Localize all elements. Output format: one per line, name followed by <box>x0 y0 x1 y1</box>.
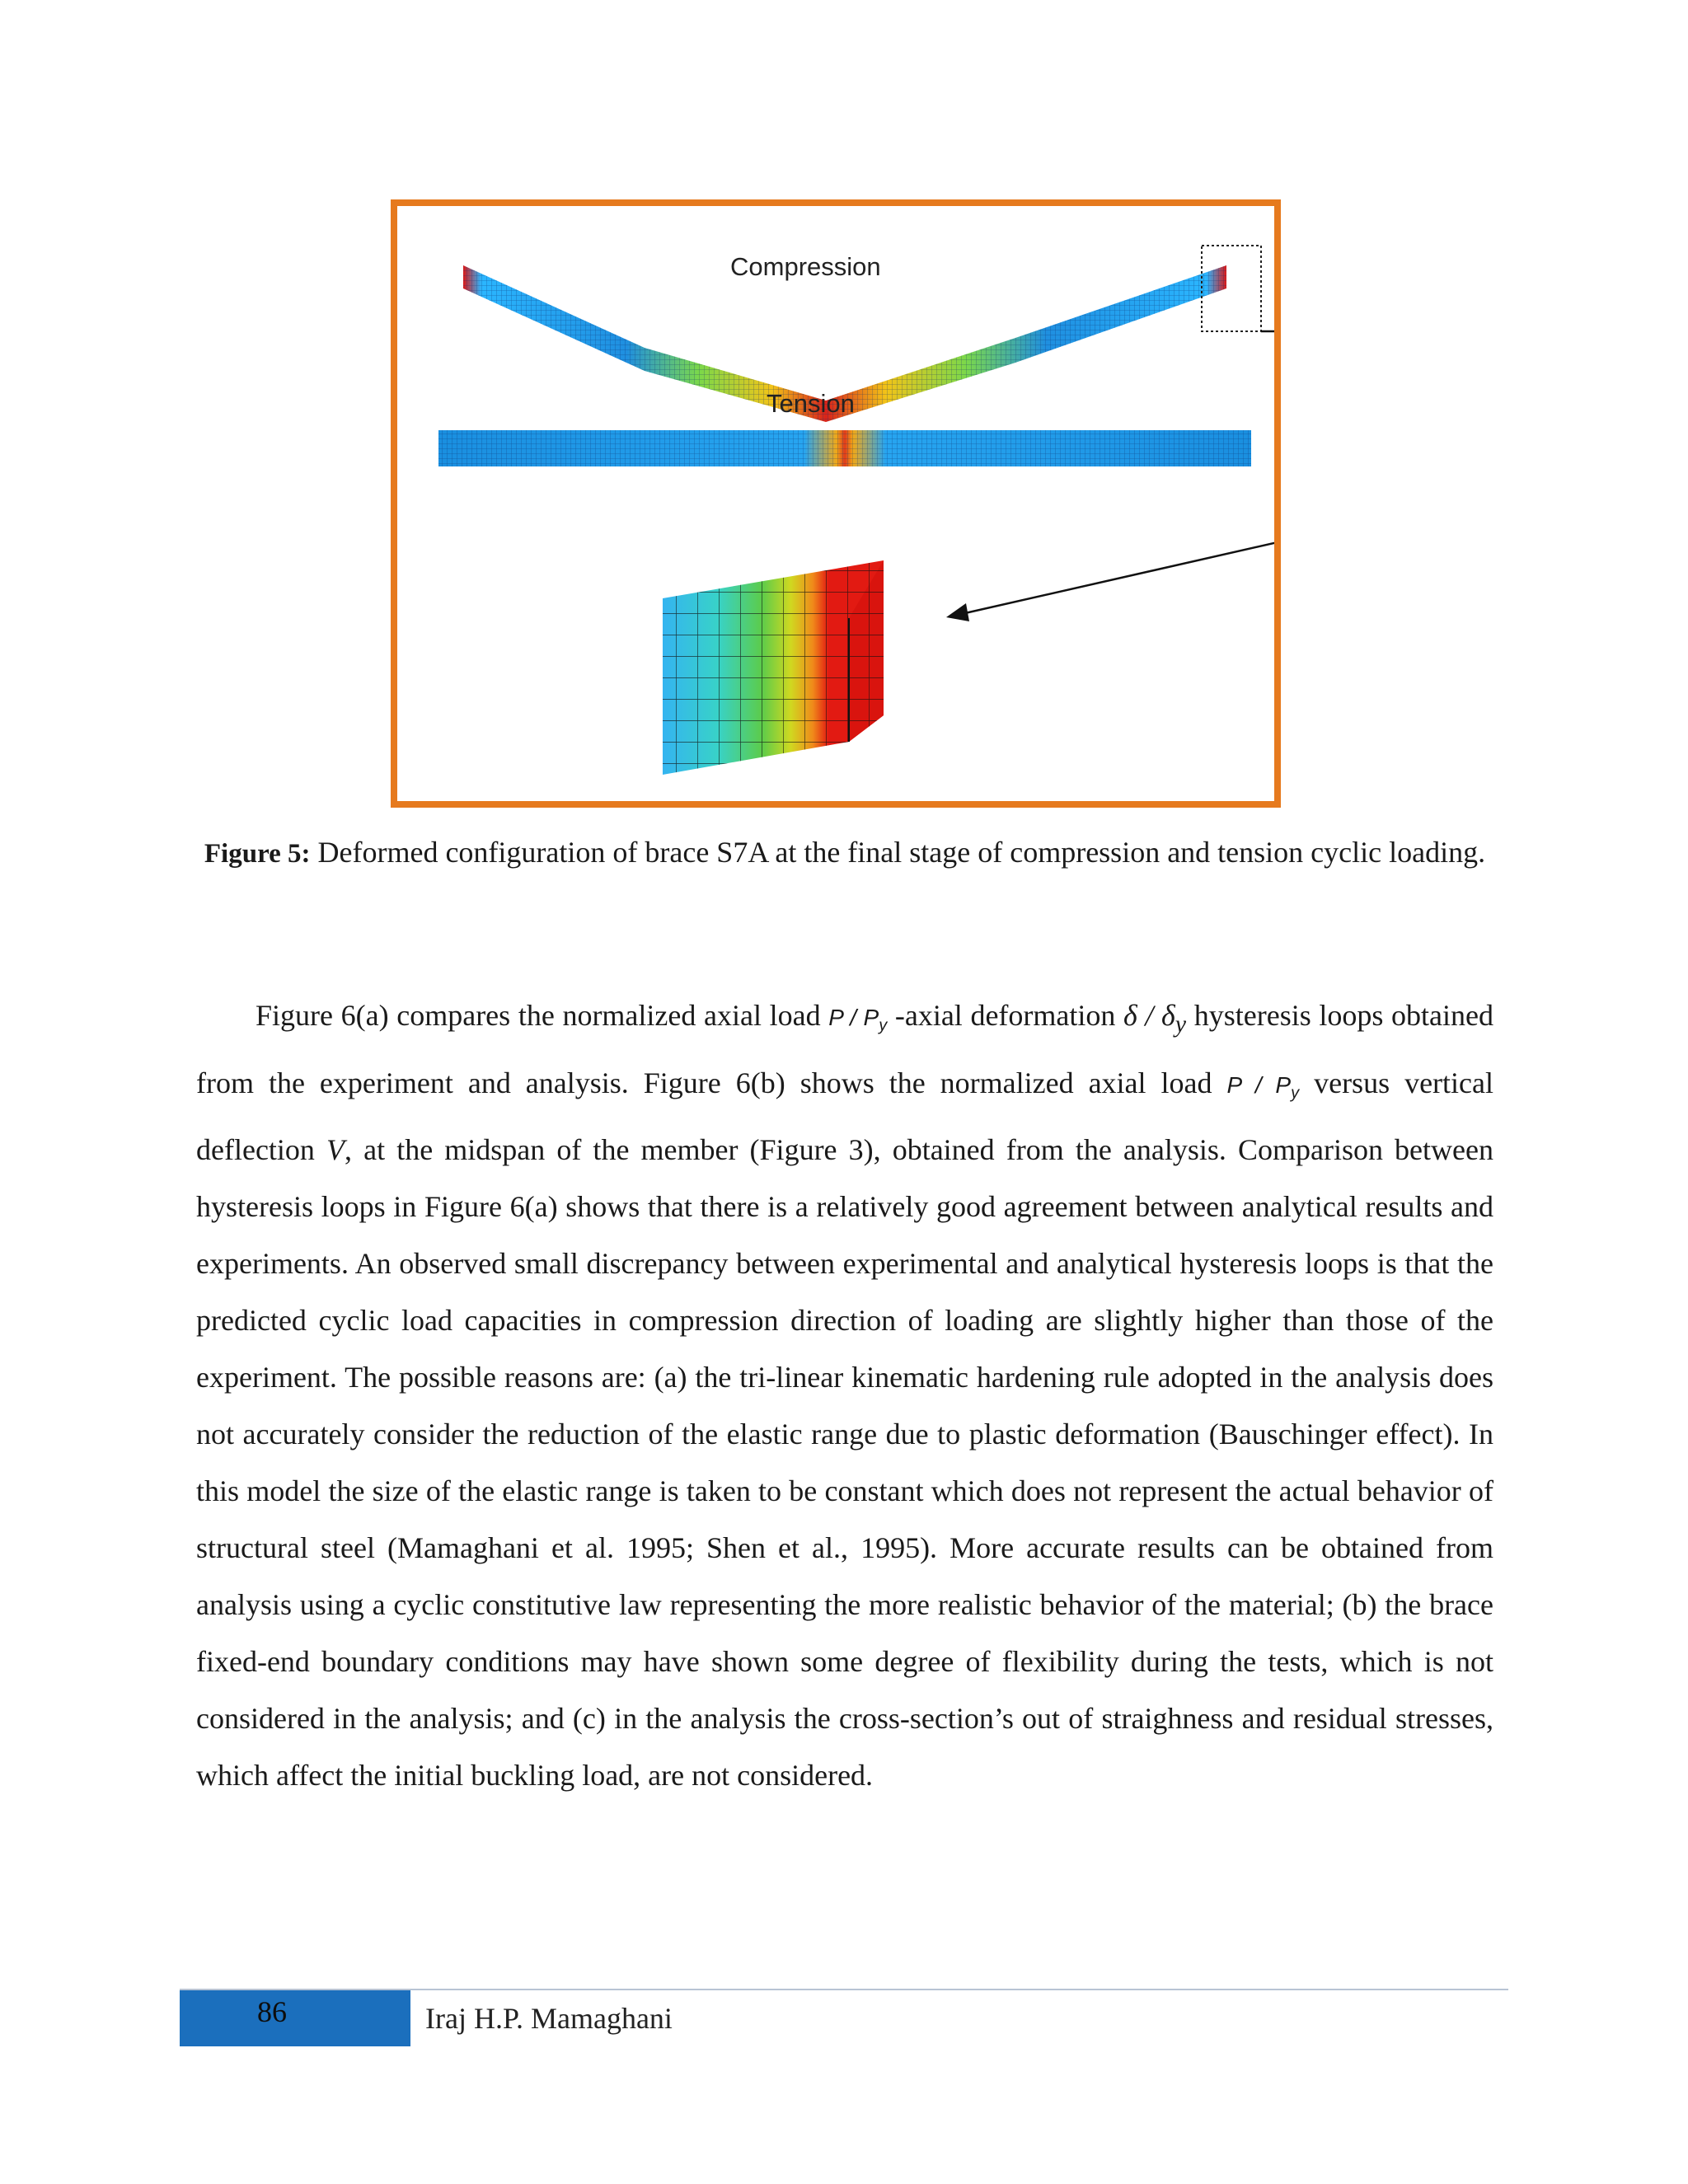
tension-label: Tension <box>767 389 855 418</box>
detail-leader-line <box>958 331 1274 615</box>
figure-5 <box>391 199 1281 808</box>
zoomed-end-detail <box>663 560 884 775</box>
fem-brace-figure <box>397 206 1274 801</box>
caption-lead: Figure 5: <box>204 839 311 869</box>
page-number: 86 <box>257 1995 287 2028</box>
para-text-5: , at the midspan of the member (Figure 3), obtained from the analysis. Comparison between hysteresis loops in Figure 6(a) shows that there is a relatively good agreement between analytical results and experiments. An observed small discrepancy between experimental and analytical hysteresis loops is that the predicted cyclic load capacities in compression direction of loading are slightly higher than those of the experiment. The possible reasons are: (a) the tri-linear kinematic hardening rule adopted in the analysis does not accurately consider the reduction of the elastic range due to plastic deformation (Bauschinger effect). In this model the size of the elastic range is taken to be constant which does not represent the actual behavior of structural steel (Mamaghani et al. 1995; Shen et al., 1995). More accurate results can be obtained from analysis using a cyclic constitutive law representing the more realistic behavior of the material; (b) the brace fixed-end boundary conditions may have shown some degree of flexibility during the tests, which is not considered in the analysis; and (c) in the analysis the cross-section’s out of straighness and residual stresses, which affect the initial buckling load, are not considered. <box>196 1133 1493 1793</box>
para-text-2: -axial deformation <box>887 999 1124 1032</box>
para-text-1: Figure 6(a) compares the normalized axial load <box>256 999 829 1032</box>
para-text-4: versus vertical deflection <box>196 1066 1493 1167</box>
math-v: V <box>326 1133 345 1167</box>
caption-text: Deformed configuration of brace S7A at the final stage of compression and tension cyclic loading. <box>310 836 1486 869</box>
arrow-head-icon <box>946 603 969 621</box>
footer-author: Iraj H.P. Mamaghani <box>425 2002 673 2035</box>
tension-brace <box>438 430 1251 466</box>
para-text-3: hysteresis loops obtained from the experiment and analysis. Figure 6(b) shows the normalized axial load <box>196 999 1494 1099</box>
figure-caption <box>196 824 1493 882</box>
compression-label: Compression <box>730 252 881 281</box>
math-delta-over-deltay: δ / $\delta_y$ <box>1123 999 1187 1038</box>
body-paragraph <box>196 987 1493 1804</box>
math-p-over-py-2: P / $P_y$ <box>1226 1071 1300 1103</box>
math-p-over-py-1: P / $P_y$ <box>828 1005 888 1035</box>
